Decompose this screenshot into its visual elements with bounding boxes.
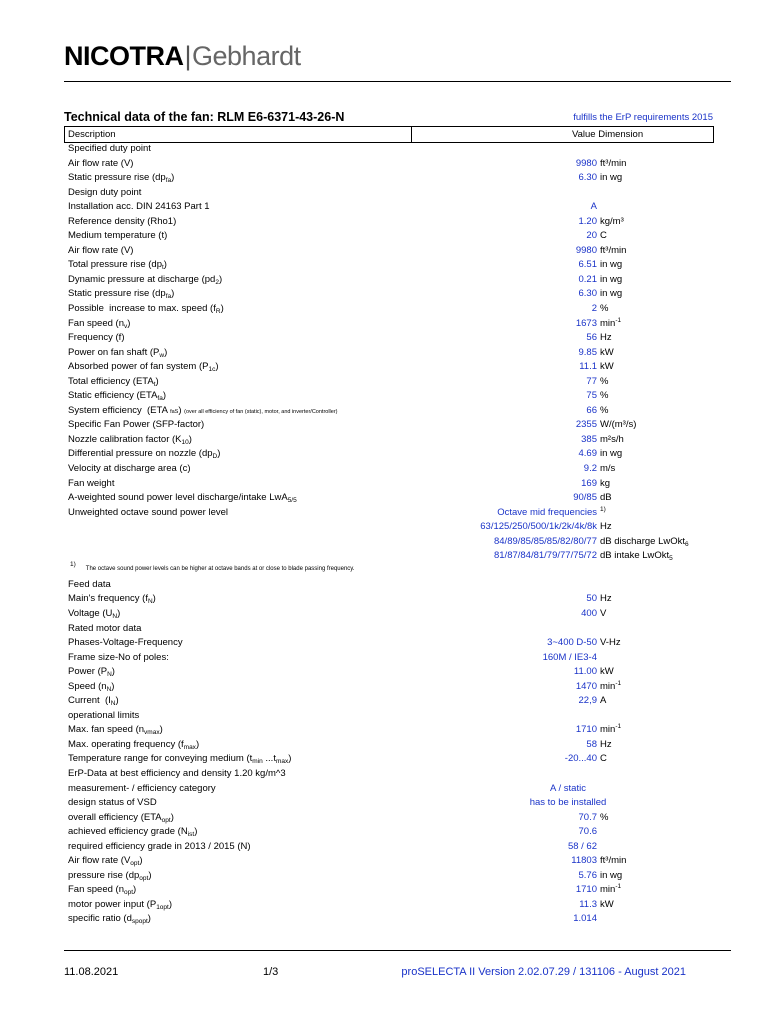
- row-label: Design duty point: [68, 186, 142, 198]
- row-value: 77: [586, 375, 597, 387]
- row-value: 1673: [575, 317, 597, 329]
- row-label: Fan speed $(n_{opt})$: [68, 884, 137, 897]
- row-value: 84/89/85/85/85/82/80/77: [493, 535, 597, 547]
- table-row: [0, 186, 768, 201]
- logo-part-2: Gebhardt: [192, 41, 301, 71]
- row-label: required efficiency grade in 2013 / 2015 (N): [68, 840, 251, 852]
- row-label: operational limits: [68, 709, 140, 721]
- table-row: [0, 796, 768, 811]
- row-label: Current $(I_N)$: [68, 695, 119, 708]
- row-value: 9980: [575, 244, 597, 256]
- row-value: 11803: [571, 855, 597, 867]
- table-row: [0, 912, 768, 927]
- footer-software-version: proSELECTA II Version 2.02.07.29 / 131106 - August 2021: [401, 966, 686, 978]
- row-unit: V-Hz: [600, 637, 621, 649]
- row-label: Phases-Voltage-Frequency: [68, 637, 183, 649]
- row-value: 11.1: [579, 361, 597, 373]
- row-unit: kg: [600, 477, 611, 489]
- header-description: Description: [68, 129, 116, 140]
- row-value: 385: [581, 433, 597, 445]
- footer-page-number: 1/3: [263, 966, 279, 978]
- row-unit: $\min^{-1}$: [600, 316, 622, 329]
- table-row: [0, 506, 768, 521]
- table-row: [0, 171, 768, 186]
- row-unit: C: [600, 753, 607, 765]
- table-row: [0, 346, 768, 361]
- row-value: 1710: [575, 724, 597, 736]
- row-label: Air flow rate (V): [68, 244, 134, 256]
- row-label: Specified duty point: [68, 143, 151, 154]
- row-value: A: [590, 201, 597, 213]
- table-row: [0, 331, 768, 346]
- row-unit: C: [600, 230, 607, 242]
- row-unit: Hz: [600, 593, 612, 605]
- row-unit: in wg: [600, 448, 623, 460]
- table-row: [0, 360, 768, 375]
- row-value: 2355: [575, 419, 597, 431]
- row-unit: 1): [600, 505, 606, 513]
- row-unit: in wg: [600, 259, 623, 271]
- page-title: Technical data of the fan: RLM E6-6371-43-26-N: [64, 110, 345, 124]
- table-row: [0, 607, 768, 622]
- table-row: [0, 782, 768, 797]
- table-row: [0, 825, 768, 840]
- row-unit: kW: [600, 898, 614, 910]
- row-value: has to be installed: [529, 797, 607, 809]
- row-value: -20...40: [564, 753, 597, 765]
- table-row: [0, 287, 768, 302]
- row-label: Differential pressure on nozzle $(dp_D)$: [68, 448, 221, 461]
- row-label: Power $(P_N)$: [68, 666, 115, 679]
- row-unit: W/(m³/s): [600, 419, 637, 431]
- erp-note: fulfills the ErP requirements 2015: [573, 112, 713, 123]
- row-unit: dB intake LwOkt$_5$: [600, 550, 673, 563]
- table-row: [0, 520, 768, 535]
- table-row: [0, 418, 768, 433]
- row-value: 58: [586, 738, 597, 750]
- row-value: 160M / IE3-4: [542, 651, 597, 663]
- row-label: Max. operating frequency $(f_{max})$: [68, 738, 200, 751]
- header-divider: [411, 127, 412, 142]
- row-label: Dynamic pressure at discharge $(pd_2)$: [68, 273, 223, 286]
- table-row: [0, 854, 768, 869]
- row-value: 63/125/250/500/1k/2k/4k/8k: [480, 521, 597, 533]
- logo-part-1: NICOTRA: [64, 41, 184, 71]
- table-row: [0, 447, 768, 462]
- row-unit: dB: [600, 492, 612, 504]
- row-label: Static pressure rise $(dp_{fa})$: [68, 288, 175, 301]
- row-unit: Hz: [600, 738, 612, 750]
- row-value: 1.014: [573, 913, 597, 925]
- row-value: 0.21: [578, 273, 597, 285]
- row-value: 1710: [575, 884, 597, 896]
- table-row: [0, 535, 768, 550]
- row-label: System efficiency (ETA faS) (over all efficiency of fan (static), motor, and inverter/Controller): [68, 404, 338, 416]
- table-row: [0, 592, 768, 607]
- row-value: 1470: [575, 680, 597, 692]
- footnote: $^{1)}$ The octave sound power levels can be higher at octave bands at or close to blade passing frequency.: [70, 560, 355, 572]
- table-row: [0, 709, 768, 724]
- row-unit: m²s/h: [600, 433, 624, 445]
- table-row: [0, 215, 768, 230]
- table-row: [0, 549, 768, 564]
- row-label: Static efficiency $(ETA_{fa})$: [68, 390, 166, 403]
- row-label: overall efficiency $(ETA_{opt})$: [68, 811, 174, 824]
- row-unit: %: [600, 404, 609, 416]
- row-label: Specific Fan Power (SFP-factor): [68, 419, 205, 431]
- row-label: Main's frequency $(f_N)$: [68, 593, 156, 606]
- row-value: 6.51: [578, 259, 597, 271]
- row-label: pressure rise $(dp_{opt})$: [68, 869, 152, 882]
- row-unit: ft³/min: [600, 157, 627, 169]
- table-row: [0, 273, 768, 288]
- row-label: Medium temperature (t): [68, 230, 168, 242]
- row-unit: dB discharge LwOkt$_6$: [600, 535, 689, 548]
- row-value: 1.20: [578, 215, 597, 227]
- row-value: 6.30: [578, 172, 597, 184]
- header-rule: [64, 81, 731, 82]
- row-label: Air flow rate (V): [68, 157, 134, 169]
- table-row: [0, 636, 768, 651]
- row-unit: $\min^{-1}$: [600, 723, 622, 736]
- row-label: Voltage $(U_N)$: [68, 607, 121, 620]
- table-row: [0, 840, 768, 855]
- row-unit: $\min^{-1}$: [600, 883, 622, 896]
- table-row: [0, 723, 768, 738]
- row-unit: %: [600, 811, 609, 823]
- footnote-row: [0, 560, 768, 578]
- row-label: Frequency (f): [68, 332, 125, 344]
- row-label: Fan speed $(n_v)$: [68, 317, 131, 330]
- footer-date: 11.08.2021: [64, 966, 119, 978]
- row-unit: kg/m³: [600, 215, 624, 227]
- row-label: Unweighted octave sound power level: [68, 506, 229, 518]
- table-row: [0, 869, 768, 884]
- row-label: Rated motor data: [68, 622, 142, 634]
- row-label: measurement- / efficiency category: [68, 782, 216, 794]
- table-row: [0, 477, 768, 492]
- row-value: 9.85: [578, 346, 597, 358]
- row-label: Nozzle calibration factor $(K_{10})$: [68, 433, 192, 446]
- table-row: [0, 375, 768, 390]
- row-label: Max. fan speed $(n_{vmax})$: [68, 724, 163, 737]
- table-row: [0, 491, 768, 506]
- row-label: Absorbed power of fan system $(P_{1c})$: [68, 361, 219, 374]
- logo-separator: |: [184, 41, 192, 71]
- row-value: 6.30: [578, 288, 597, 300]
- row-label: Feed data: [68, 578, 111, 590]
- row-unit: A: [600, 695, 607, 707]
- row-label: Reference density (Rho1): [68, 215, 177, 227]
- table-row: [0, 651, 768, 666]
- row-value: 75: [586, 390, 597, 402]
- row-label: Static pressure rise $(dp_{fa})$: [68, 172, 175, 185]
- row-unit: kW: [600, 346, 614, 358]
- table-row: [0, 229, 768, 244]
- table-row: [0, 244, 768, 259]
- table-row: [0, 462, 768, 477]
- row-label: Fan weight: [68, 477, 115, 489]
- row-value: 50: [586, 593, 597, 605]
- row-unit: kW: [600, 361, 614, 373]
- row-value: 81/87/84/81/79/77/75/72: [493, 550, 597, 562]
- row-value: 11.3: [579, 898, 597, 910]
- table-row: [0, 680, 768, 695]
- row-unit: in wg: [600, 288, 623, 300]
- table-row: [0, 738, 768, 753]
- table-row: [0, 200, 768, 215]
- row-unit: kW: [600, 666, 614, 678]
- row-unit: ft³/min: [600, 855, 627, 867]
- row-unit: V: [600, 607, 607, 619]
- table-row: [0, 578, 768, 593]
- data-table: [0, 142, 768, 927]
- row-label: Velocity at discharge area (c): [68, 463, 191, 475]
- row-unit: %: [600, 375, 609, 387]
- row-value: 169: [581, 477, 597, 489]
- table-row: [0, 389, 768, 404]
- row-value: A / static: [550, 782, 586, 794]
- row-value: 9980: [575, 157, 597, 169]
- row-value: 90/85: [573, 492, 597, 504]
- row-unit: in wg: [600, 172, 623, 184]
- table-header: [64, 126, 714, 143]
- row-label: Total efficiency $(ETA_t)$: [68, 375, 159, 388]
- header-value-dimension: Value Dimension: [572, 129, 644, 140]
- row-unit: %: [600, 390, 609, 402]
- row-label: Speed $(n_N)$: [68, 680, 115, 693]
- row-unit: %: [600, 303, 609, 315]
- row-label: Power on fan shaft $(P_w)$: [68, 346, 168, 359]
- row-label: Frame size-No of poles:: [68, 651, 169, 663]
- table-row: [0, 258, 768, 273]
- row-unit: Hz: [600, 332, 612, 344]
- table-row: [0, 898, 768, 913]
- table-row: [0, 157, 768, 172]
- table-row: [0, 694, 768, 709]
- table-row: [0, 767, 768, 782]
- row-value: 4.69: [578, 448, 597, 460]
- table-row: [0, 752, 768, 767]
- table-row: [0, 142, 768, 157]
- row-label: design status of VSD: [68, 797, 157, 809]
- row-label: A-weighted sound power level discharge/intake LwA$_{5/5}$: [68, 492, 297, 505]
- row-value: Octave mid frequencies: [497, 506, 597, 518]
- row-label: ErP-Data at best efficiency and density 1.20 kg/m^3: [68, 767, 286, 779]
- row-unit: in wg: [600, 273, 623, 285]
- row-value: 5.76: [578, 869, 597, 881]
- row-unit: $\min^{-1}$: [600, 679, 622, 692]
- row-label: Air flow rate $(V_{opt})$: [68, 855, 143, 868]
- row-value: 9.2: [583, 463, 597, 475]
- row-value: 56: [586, 332, 597, 344]
- row-label: Possible increase to max. speed $(f_R)$: [68, 303, 224, 316]
- row-value: 20: [586, 230, 597, 242]
- footnote-text: The octave sound power levels can be higher at octave bands at or close to blade passing frequency.: [85, 565, 355, 572]
- row-label: specific ratio $(d_{spopt})$: [68, 913, 151, 926]
- table-row: [0, 317, 768, 332]
- table-row: [0, 811, 768, 826]
- row-value: 70.6: [578, 826, 597, 838]
- row-unit: in wg: [600, 869, 623, 881]
- row-value: 3~400 D-50: [547, 637, 597, 649]
- row-value: 2: [591, 303, 597, 315]
- row-value: 58 / 62: [567, 840, 597, 852]
- row-label: Temperature range for conveying medium ($t_{min}$ $...t_{max}$): [68, 753, 292, 766]
- row-value: 22,9: [578, 695, 597, 707]
- row-unit: ft³/min: [600, 244, 627, 256]
- row-value: 66: [586, 404, 597, 416]
- table-row: [0, 302, 768, 317]
- row-label: achieved efficiency grade $(N_{ist})$: [68, 826, 198, 839]
- table-row: [0, 665, 768, 680]
- row-unit: m/s: [600, 463, 616, 475]
- table-row: [0, 622, 768, 637]
- row-value: 70.7: [578, 811, 597, 823]
- row-unit: Hz: [600, 521, 612, 533]
- row-value: 400: [581, 607, 597, 619]
- company-logo: [64, 40, 301, 72]
- table-row: [0, 404, 768, 419]
- table-row: [0, 883, 768, 898]
- row-label: Total pressure rise $(dp_t)$: [68, 259, 167, 272]
- table-row: [0, 433, 768, 448]
- row-value: 11.00: [573, 666, 597, 678]
- row-label: motor power input $(P_{1opt})$: [68, 898, 173, 911]
- footer-rule: [64, 950, 731, 951]
- row-label: Installation acc. DIN 24163 Part 1: [68, 201, 210, 213]
